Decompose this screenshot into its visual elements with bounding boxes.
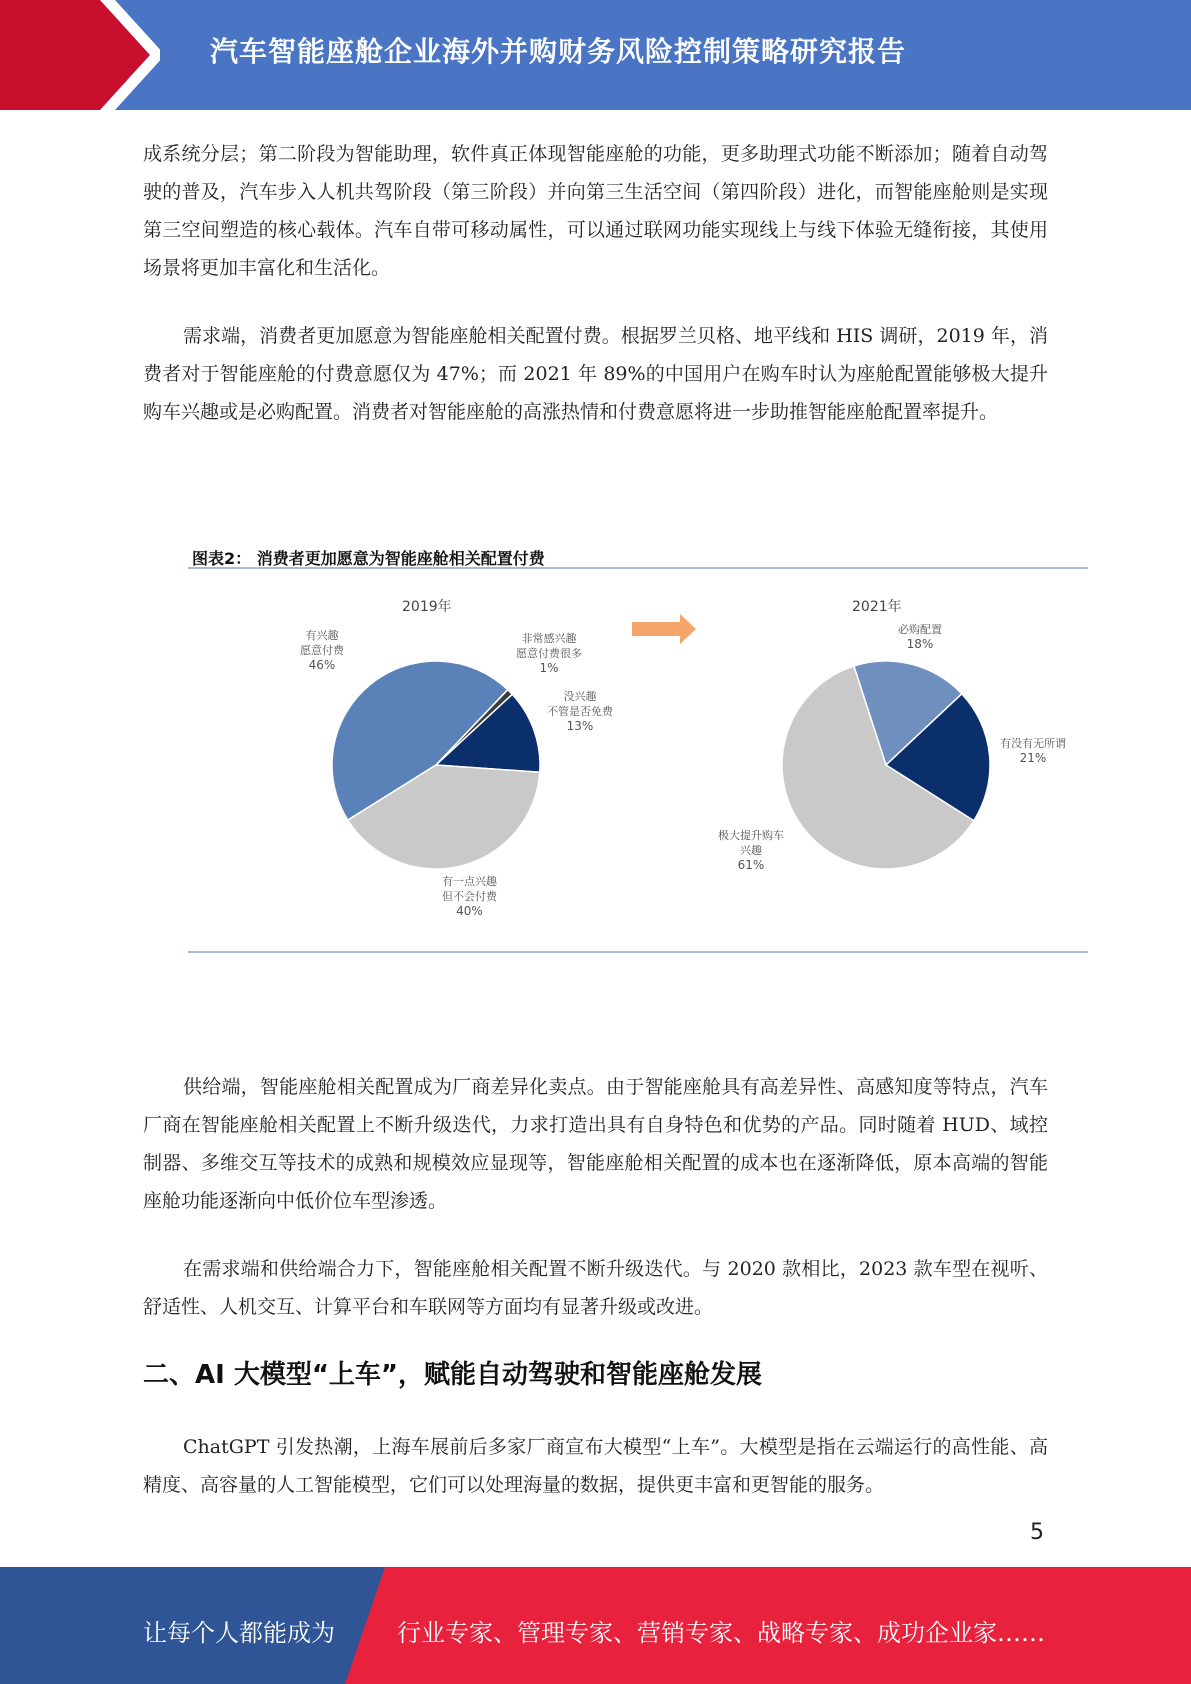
page-footer — [0, 1567, 1191, 1684]
pie-2021-title: 2021年 — [852, 599, 902, 615]
paragraph-stages: 成系统分层；第二阶段为智能助理，软件真正体现智能座舱的功能，更多助理式功能不断添加；随着自动驾驶的普及，汽车步入人机共驾阶段（第三阶段）并向第三生活空间（第四阶段）进化，而智能座舱则是实现第三空间塑造的核心载体。汽车自带可移动属性，可以通过联网功能实现线上与线下体验无缝衔接，其使用场景将更加丰富化和生活化。 — [143, 143, 1048, 279]
report-title: 汽车智能座舱企业海外并购财务风险控制策略研究报告 — [210, 35, 907, 68]
slice-label-2019-some-interest: 有一点兴趣 但不会付费 40% — [442, 875, 497, 918]
pie-2021 — [782, 661, 990, 869]
paragraph-chatgpt: ChatGPT 引发热潮，上海车展前后多家厂商宣布大模型“上车”。大模型是指在云端运行的高性能、高精度、高容量的人工智能模型，它们可以处理海量的数据，提供更丰富和更智能的服务。 — [143, 1436, 1048, 1496]
paragraph-combined: 在需求端和供给端合力下，智能座舱相关配置不断升级迭代。与 2020 款相比，2023 款车型在视听、舒适性、人机交互、计算平台和车联网等方面均有显著升级或改进。 — [143, 1258, 1048, 1318]
arrow-right-icon — [632, 614, 696, 644]
slice-label-2019-not-interested: 没兴趣 不管是否免费 13% — [547, 690, 613, 733]
header-arrow-decoration — [0, 0, 160, 110]
pie-2019-title: 2019年 — [402, 599, 452, 615]
slice-label-2021-indifferent: 有没有无所谓 21% — [1000, 737, 1066, 765]
paragraph-supply: 供给端，智能座舱相关配置成为厂商差异化卖点。由于智能座舱具有高差异性、高感知度等特点，汽车厂商在智能座舱相关配置上不断升级迭代，力求打造出具有自身特色和优势的产品。同时随着 HUD、域控制器、多维交互等技术的成熟和规模效应显现等，智能座舱相关配置的成本也在逐渐降低，原本高端的智能座舱功能逐渐向中低价位车型渗透。 — [143, 1076, 1048, 1212]
footer-slogan-right: 行业专家、管理专家、营销专家、战略专家、成功企业家…… — [397, 1619, 1045, 1647]
figure-title: 图表2： 消费者更加愿意为智能座舱相关配置付费 — [192, 549, 545, 568]
slice-label-2021-must-have: 必购配置 18% — [898, 623, 942, 651]
section-heading: 二、AI 大模型“上车”，赋能自动驾驶和智能座舱发展 — [143, 1360, 763, 1390]
paragraph-demand: 需求端，消费者更加愿意为智能座舱相关配置付费。根据罗兰贝格、地平线和 HIS 调研，2019 年，消费者对于智能座舱的付费意愿仅为 47%；而 2021 年 89%的中国用户在购车时认为座舱配置能够极大提升购车兴趣或是必购配置。消费者对智能座舱的高涨热情和付费意愿将进一步助推智能座舱配置率提升。 — [143, 325, 1048, 423]
pie-charts — [186, 540, 1088, 960]
page-number: 5 — [1030, 1520, 1044, 1545]
figure-consumer-willingness — [186, 540, 1088, 960]
pie-2019 — [332, 661, 540, 869]
slice-label-2019-interested: 有兴趣 愿意付费 46% — [300, 629, 344, 672]
footer-slogan-left: 让每个人都能成为 — [143, 1619, 335, 1647]
slice-label-2021-greatly-improve: 极大提升购车 兴趣 61% — [718, 829, 784, 872]
slice-label-2019-very-interested: 非常感兴趣 愿意付费很多 1% — [516, 632, 582, 675]
page-header — [0, 0, 1191, 110]
